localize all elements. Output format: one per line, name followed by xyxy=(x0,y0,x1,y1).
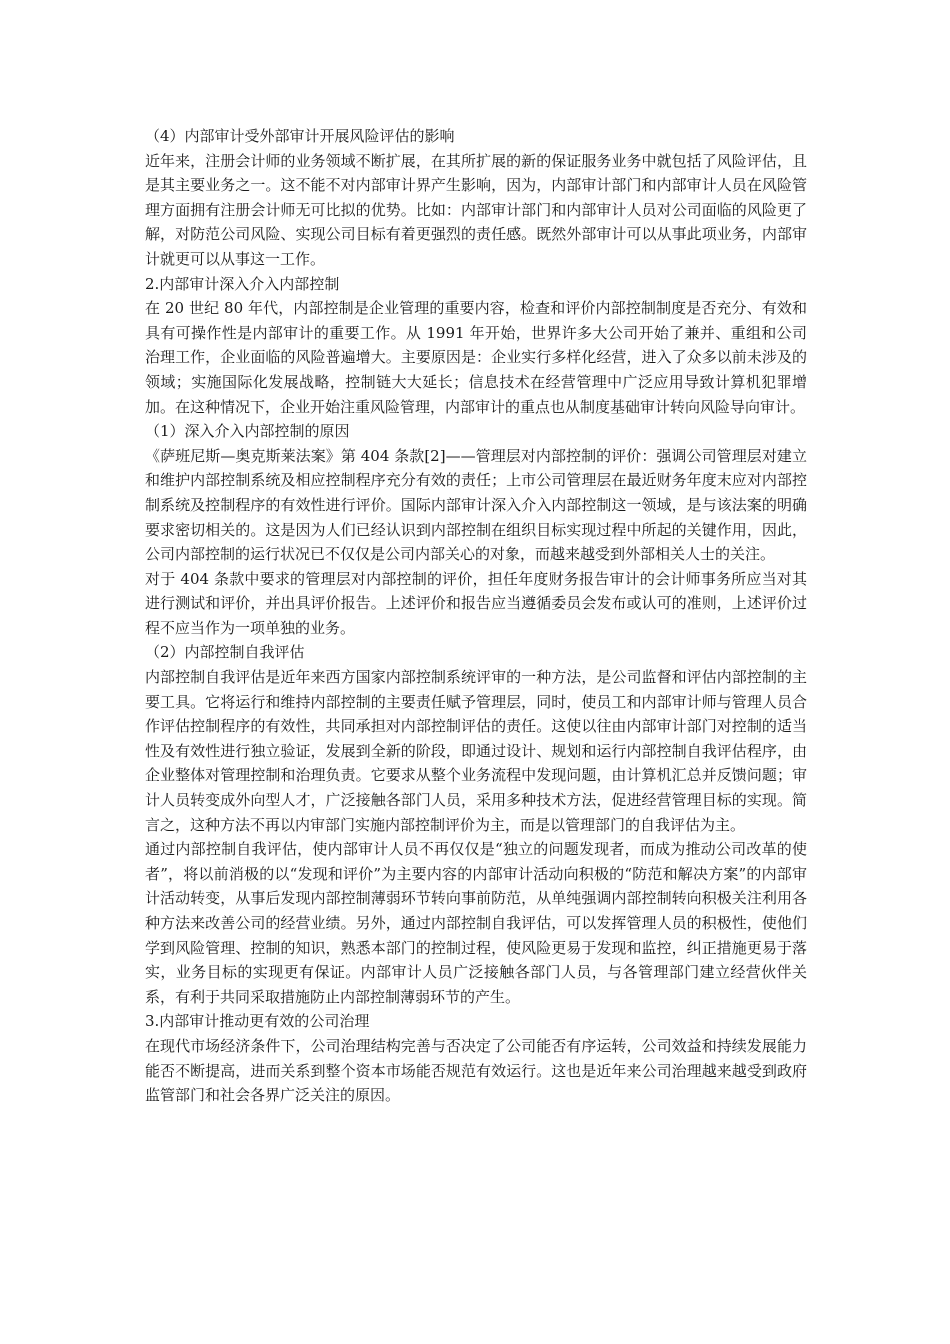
section-heading-corporate-governance: 3.内部审计推动更有效的公司治理 xyxy=(145,1012,370,1031)
document-page xyxy=(145,124,807,1108)
paragraph-sox-404: 《萨班尼斯—奥克斯莱法案》第 404 条款[2]——管理层对内部控制的评价：强调公司管理层对建立和维护内部控制系统及相应控制程序充分有效的责任；上市公司管理层在最近财务年度末应对内部控制系统及控制程序的有效性进行评价。国际内部审计深入介入内部控制这一领域，是与该法案的明确要求密切相关的。这是因为人们已经认识到内部控制在组织目标实现过程中所起的关键作用，因此，公司内部控制的运行状况已不仅仅是公司内部关心的对象，而越来越受到外部相关人士的关注。 xyxy=(145,446,807,564)
section-heading-control-reasons: （1）深入介入内部控制的原因 xyxy=(145,422,350,441)
paragraph-internal-control-history: 在 20 世纪 80 年代，内部控制是企业管理的重要内容，检查和评价内部控制制度是否充分、有效和具有可操作性是内部审计的重要工作。从 1991 年开始，世界许多大公司开始了兼并、重组和公司治理工作，企业面临的风险普遍增大。主要原因是：企业实行多样化经营，进入了众多以前未涉及的领域；实施国际化发展战略，控制链大大延长；信息技术在经营管理中广泛应用导致计算机犯罪增加。在这种情况下，企业开始注重风险管理，内部审计的重点也从制度基础审计转向风险导向审计。 xyxy=(145,299,807,416)
section-heading-self-assessment: （2）内部控制自我评估 xyxy=(145,643,305,662)
section-heading-risk-assessment-influence: （4）内部审计受外部审计开展风险评估的影响 xyxy=(145,127,455,145)
paragraph-404-evaluation: 对于 404 条款中要求的管理层对内部控制的评价，担任年度财务报告审计的会计师事务所应当对其进行测试和评价，并出具评价报告。上述评价和报告应当遵循委员会发布或认可的准则，上述评价过程不应当作为一项单独的业务。 xyxy=(145,569,807,637)
paragraph-external-audit-risk: 近年来，注册会计师的业务领域不断扩展，在其所扩展的新的保证服务业务中就包括了风险评估，且是其主要业务之一。这不能不对内部审计界产生影响，因为，内部审计部门和内部审计人员在风险管理方面拥有注册会计师无可比拟的优势。比如：内部审计部门和内部审计人员对公司面临的风险更了解，对防范公司风险、实现公司目标有着更强烈的责任感。既然外部审计可以从事此项业务，内部审计就更可以从事这一工作。 xyxy=(145,151,807,268)
section-heading-internal-control: 2.内部审计深入介入内部控制 xyxy=(145,274,340,293)
paragraph-self-assessment-benefits: 通过内部控制自我评估，使内部审计人员不再仅仅是“独立的问题发现者，而成为推动公司改革的使者”，将以前消极的以“发现和评价”为主要内容的内部审计活动向积极的“防范和解决方案”的内部审计活动转变，从事后发现内部控制薄弱环节转向事前防范，从单纯强调内部控制转向积极关注利用各种方法来改善公司的经营业绩。另外，通过内部控制自我评估，可以发挥管理人员的积极性，使他们学到风险管理、控制的知识，熟悉本部门的控制过程，使风险更易于发现和监控，纠正措施更易于落实，业务目标的实现更有保证。内部审计人员广泛接触各部门人员，与各管理部门建立经营伙伴关系，有利于共同采取措施防止内部控制薄弱环节的产生。 xyxy=(145,840,807,1006)
paragraph-self-assessment-method: 内部控制自我评估是近年来西方国家内部控制系统评审的一种方法，是公司监督和评估内部控制的主要工具。它将运行和维持内部控制的主要责任赋予管理层，同时，使员工和内部审计师与管理人员合作评估控制程序的有效性，共同承担对内部控制评估的责任。这使以往由内部审计部门对控制的适当性及有效性进行独立验证，发展到全新的阶段，即通过设计、规划和运行内部控制自我评估程序，由企业整体对管理控制和治理负责。它要求从整个业务流程中发现问题，由计算机汇总并反馈问题；审计人员转变成外向型人才，广泛接触各部门人员，采用多种技术方法，促进经营管理目标的实现。简言之，这种方法不再以内审部门实施内部控制评价为主，而是以管理部门的自我评估为主。 xyxy=(145,668,807,834)
paragraph-corporate-governance: 在现代市场经济条件下，公司治理结构完善与否决定了公司能否有序运转，公司效益和持续发展能力能否不断提高，进而关系到整个资本市场能否规范有效运行。这也是近年来公司治理越来越受到政府监管部门和社会各界广泛关注的原因。 xyxy=(145,1036,807,1105)
